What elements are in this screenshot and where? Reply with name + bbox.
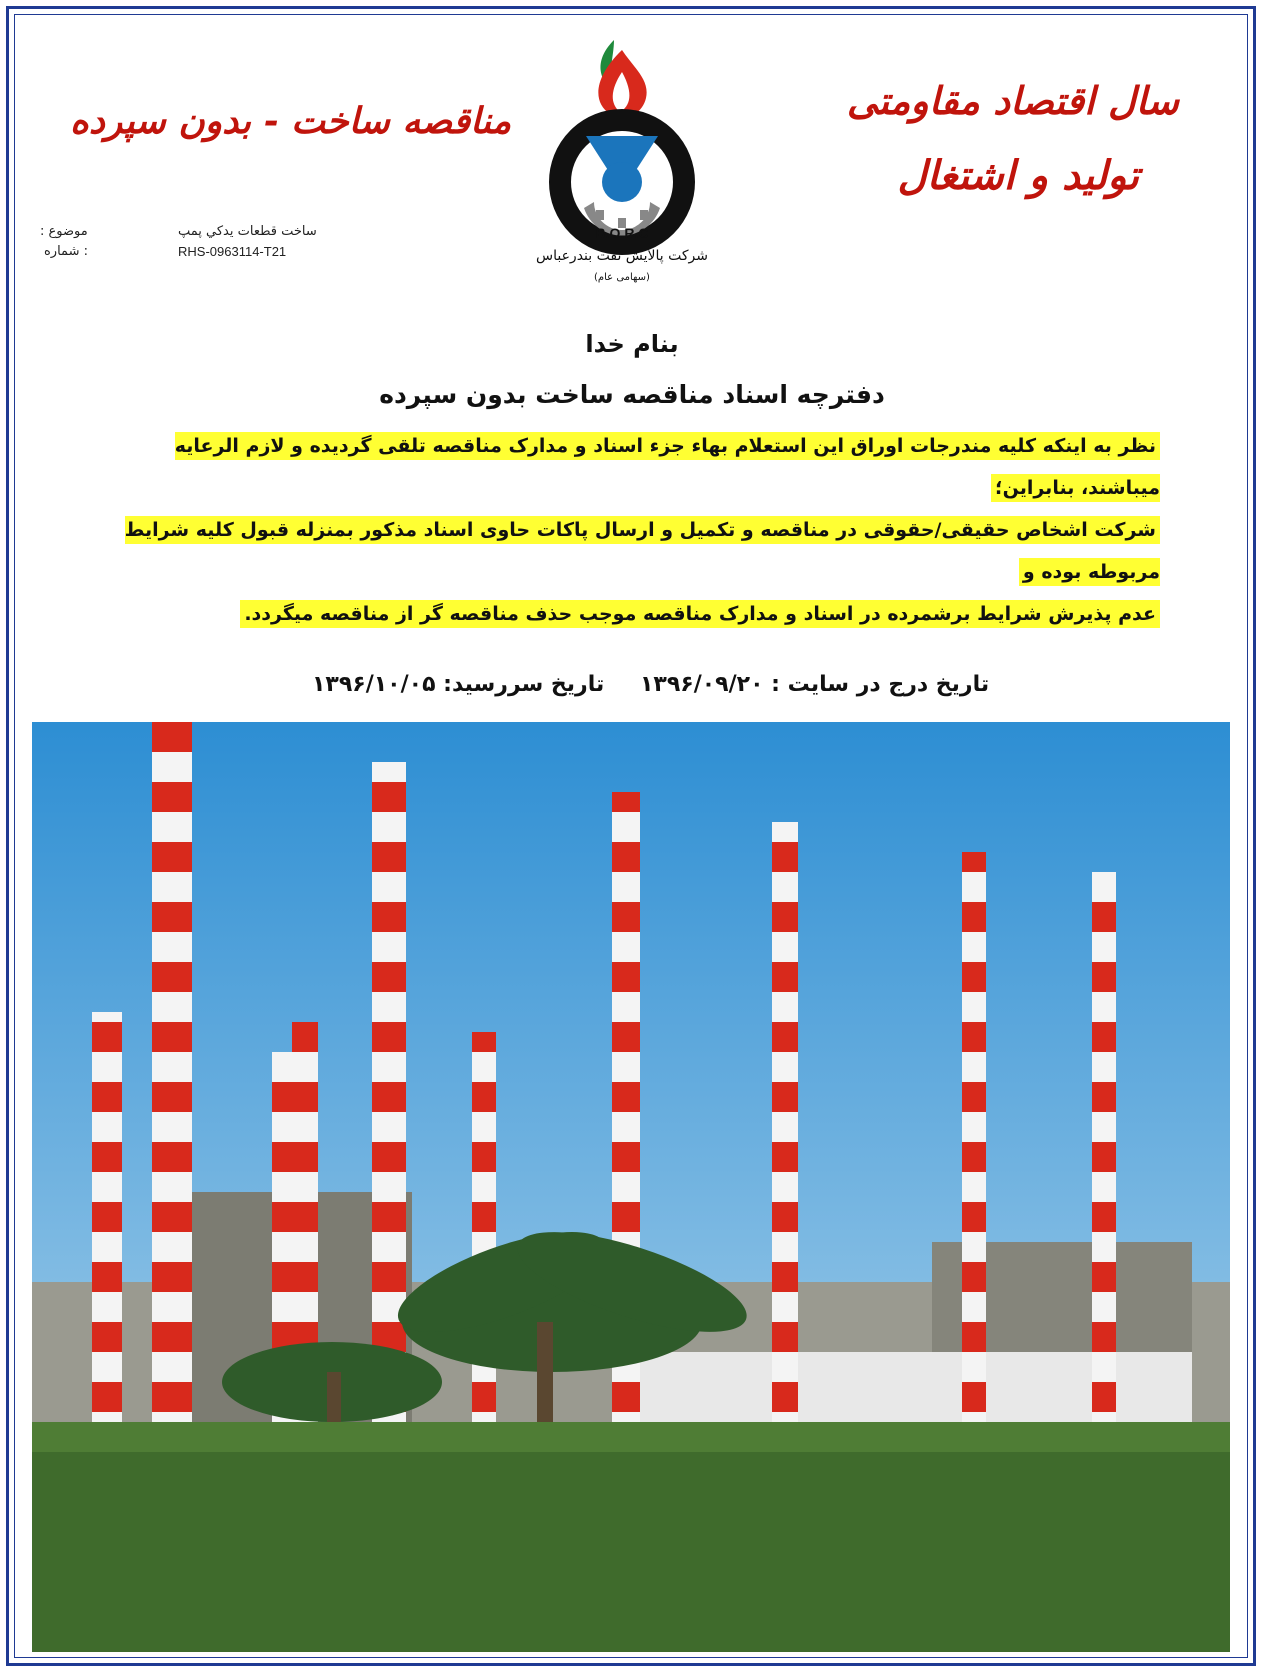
company-logo [522,32,722,302]
tender-type-title: مناقصه ساخت - بدون سپرده [70,100,512,142]
chimney-stack [962,852,986,1442]
year-slogan-line2: تولید و اشتغال [897,152,1139,199]
chimney-stack [772,822,798,1442]
number-label: : شماره [44,244,88,259]
subject-label: موضوع : [40,224,88,239]
svg-text:شرکت پالایش نفت بندرعباس: شرکت پالایش نفت بندرعباس [536,248,708,264]
basmala-heading: بنام خدا [585,330,679,358]
notice-line: نظر به اینکه کلیه مندرجات اوراق این استعلام بهاء جزء اسناد و مدارک مناقصه تلقی گردیده و لازم الرعایه میباشند، بنابراین؛ [175,432,1160,502]
subject-value: ساخت قطعات يدكي پمپ [178,224,317,239]
notice-line: شرکت اشخاص حقیقی/حقوقی در مناقصه و تکمیل و ارسال پاکات حاوی اسناد مذکور بمنزله قبول کلیه شرایط مربوطه بوده و [125,516,1160,586]
refinery-stacks-photo [32,722,1230,1652]
year-slogan-line1: سال اقتصاد مقاومتی [846,78,1179,123]
chimney-stack [472,1032,496,1442]
document-title: دفترچه اسناد مناقصه ساخت بدون سپرده [379,380,885,409]
number-value: RHS-0963114-T21 [178,244,287,259]
notice-paragraph [100,425,1160,635]
date-due: تاریخ سررسید: ۱۳۹۶/۱۰/۰۵ [312,672,605,697]
date-posted: تاریخ درج در سایت : ۱۳۹۶/۰۹/۲۰ [640,672,990,697]
chimney-stack [92,1012,122,1442]
chimney-stack [1092,872,1116,1442]
chimney-stack [152,722,192,1442]
notice-line: عدم پذیرش شرایط برشمرده در اسناد و مدارک مناقصه موجب حذف مناقصه گر از مناقصه میگردد. [240,600,1160,628]
chimney-stack [372,762,406,1442]
hedge [32,1422,1230,1652]
svg-text:B.O.R.C: B.O.R.C [595,225,649,241]
svg-text:(سهامی عام): (سهامی عام) [594,272,650,283]
